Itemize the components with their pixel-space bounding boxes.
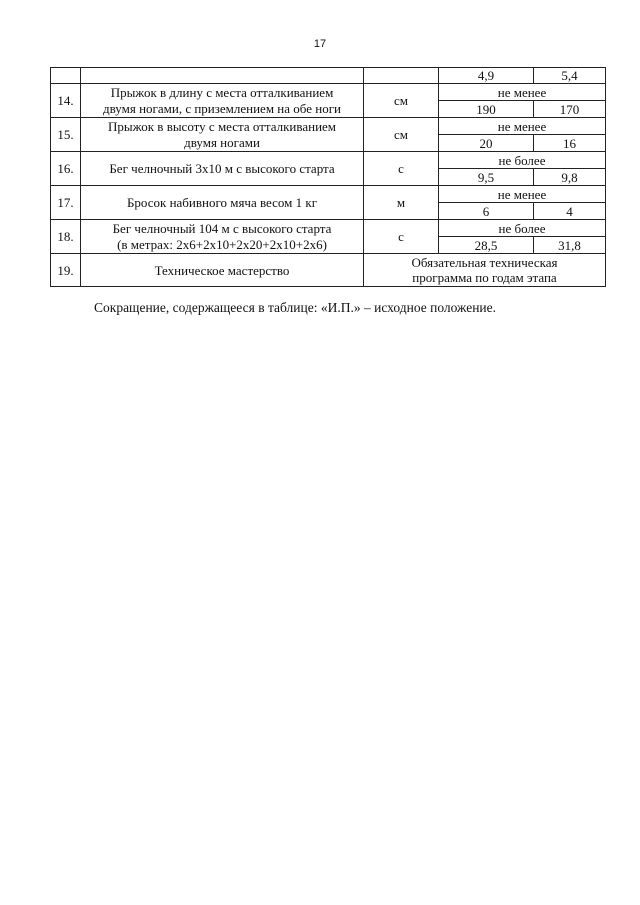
table-cell-name: Техническое мастерство: [81, 254, 364, 287]
table-row: [51, 118, 606, 135]
table-cell-condition: не более: [439, 220, 606, 237]
page-number: 17: [313, 38, 327, 50]
table-cell-unit: [364, 68, 439, 84]
standards-table: [50, 67, 606, 287]
table-cell-num: 15.: [51, 118, 81, 152]
table-row: [51, 254, 606, 287]
table-cell-num: 18.: [51, 220, 81, 254]
table-cell-unit: с: [364, 220, 439, 254]
table-cell-unit: см: [364, 84, 439, 118]
table-cell-num: 14.: [51, 84, 81, 118]
table-row: [51, 152, 606, 169]
table-row: [51, 186, 606, 203]
table-cell-value-2: 5,4: [534, 68, 606, 84]
table-cell-name: [81, 118, 364, 152]
table-row: [51, 84, 606, 101]
table-cell-condition: не более: [439, 152, 606, 169]
requirement-line-2: программа по годам этапа: [412, 270, 557, 285]
table-cell-value-1: 9,5: [439, 169, 534, 186]
exercise-name-line-1: Прыжок в высоту с места отталкиванием: [107, 118, 337, 134]
table-cell-value-1: 20: [439, 135, 534, 152]
table-cell-value-2: 16: [534, 135, 606, 152]
table-cell-condition: не менее: [439, 118, 606, 135]
abbreviation-footnote: Сокращение, содержащееся в таблице: «И.П.» – исходное положение.: [94, 300, 497, 315]
exercise-name-line-2: двумя ногами, с приземлением на обе ноги: [102, 100, 341, 116]
table-cell-value-1: 190: [439, 101, 534, 118]
table-row-continuation: [51, 68, 606, 84]
table-cell-num: [51, 68, 81, 84]
table-cell-unit: см: [364, 118, 439, 152]
table-cell-condition: не менее: [439, 186, 606, 203]
table-cell-value-2: 9,8: [534, 169, 606, 186]
table-row: [51, 220, 606, 237]
exercise-name-line-2: (в метрах: 2x6+2x10+2x20+2x10+2x6): [117, 236, 327, 252]
table-cell-num: 16.: [51, 152, 81, 186]
table-cell-name: [81, 68, 364, 84]
table-cell-value-1: 28,5: [439, 237, 534, 254]
requirement-line-1: Обязательная техническая: [411, 255, 558, 270]
table-cell-unit: м: [364, 186, 439, 220]
table-cell-num: 17.: [51, 186, 81, 220]
exercise-name-line-2: двумя ногами: [184, 134, 260, 150]
table-cell-num: 19.: [51, 254, 81, 287]
table-cell-requirement: [364, 254, 606, 287]
table-cell-name: Бросок набивного мяча весом 1 кг: [81, 186, 364, 220]
table-cell-value-2: 31,8: [534, 237, 606, 254]
table-cell-name: [81, 220, 364, 254]
table-cell-value-2: 4: [534, 203, 606, 220]
table-cell-unit: с: [364, 152, 439, 186]
table-cell-name: Бег челночный 3x10 м с высокого старта: [81, 152, 364, 186]
exercise-name-line-1: Прыжок в длину с места отталкиванием: [110, 84, 334, 100]
exercise-name-line-1: Бег челночный 104 м с высокого старта: [112, 220, 332, 236]
table-cell-name: [81, 84, 364, 118]
table-cell-value-2: 170: [534, 101, 606, 118]
table-cell-value-1: 4,9: [439, 68, 534, 84]
table-cell-value-1: 6: [439, 203, 534, 220]
table-cell-condition: не менее: [439, 84, 606, 101]
